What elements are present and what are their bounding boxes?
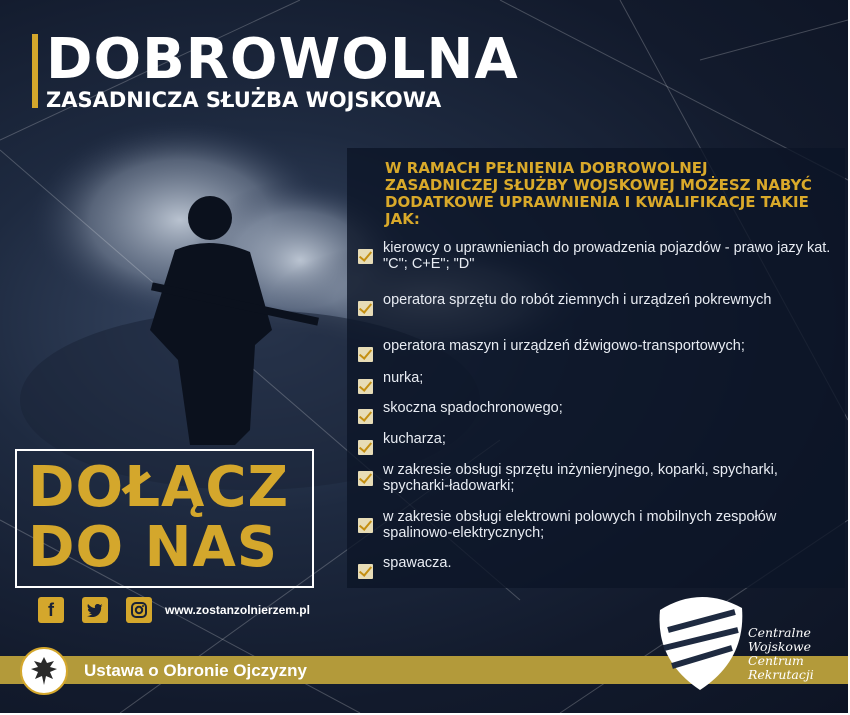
instagram-icon[interactable] — [126, 597, 152, 623]
list-item-text: operatora maszyn i urządzeń dźwigowo-transportowych; — [383, 338, 745, 354]
checkmark-icon — [358, 347, 373, 362]
list-item-text: spawacza. — [383, 555, 452, 571]
list-item — [358, 370, 838, 394]
list-item — [358, 555, 838, 579]
page-subtitle: ZASADNICZA SŁUŻBA WOJSKOWA — [46, 88, 442, 112]
checkmark-icon — [358, 409, 373, 424]
checkmark-icon — [358, 379, 373, 394]
checkmark-icon — [358, 249, 373, 264]
logo-line-4: Rekrutacji — [748, 667, 814, 682]
list-item-text: kucharza; — [383, 431, 446, 447]
panel-heading: W RAMACH PEŁNIENIA DOBROWOLNEJ ZASADNICZEJ SŁUŻBY WOJSKOWEJ MOŻESZ NABYĆ DODATKOWE UPRAWNIENIA I KWALIFIKACJE TAKIE JAK: — [385, 159, 812, 228]
twitter-icon[interactable] — [82, 597, 108, 623]
page-title: DOBROWOLNA — [46, 27, 519, 92]
shield-logo-icon — [650, 590, 750, 695]
eagle-emblem-icon — [20, 647, 68, 695]
list-item-text: nurka; — [383, 370, 424, 386]
logo-line-3: Centrum — [748, 653, 804, 668]
list-item-text: w zakresie obsługi elektrowni polowych i mobilnych zespołów spalinowo-elektrycznych; — [383, 509, 777, 541]
list-item — [358, 292, 838, 316]
list-item-text: operatora sprzętu do robót ziemnych i urządzeń pokrewnych — [383, 292, 772, 308]
join-us-line-1: DOŁĄCZ — [28, 455, 290, 520]
law-label: Ustawa o Obronie Ojczyzny — [84, 661, 307, 680]
checkmark-icon — [358, 518, 373, 533]
list-item — [358, 240, 838, 272]
logo-line-1: Centralne — [748, 625, 811, 640]
list-item — [358, 400, 838, 424]
logo-text — [748, 626, 814, 682]
join-us-headline — [28, 455, 290, 580]
join-us-line-2: DO NAS — [28, 515, 279, 580]
list-item — [358, 509, 838, 541]
list-item-text: w zakresie obsługi sprzętu inżynieryjnego, koparki, spycharki, spycharki-ładowarki; — [383, 462, 778, 494]
website-link[interactable]: www.zostanzolnierzem.pl — [165, 603, 310, 617]
facebook-icon[interactable]: f — [38, 597, 64, 623]
list-item-text: skoczna spadochronowego; — [383, 400, 563, 416]
list-item — [358, 462, 838, 494]
list-item — [358, 431, 838, 455]
logo-line-2: Wojskowe — [748, 639, 812, 654]
checkmark-icon — [358, 471, 373, 486]
list-item — [358, 338, 838, 362]
checkmark-icon — [358, 301, 373, 316]
title-accent-bar — [32, 34, 38, 108]
list-item-text: kierowcy o uprawnieniach do prowadzenia pojazdów - prawo jazy kat. "C"; C+E"; "D" — [383, 240, 831, 272]
checkmark-icon — [358, 440, 373, 455]
checkmark-icon — [358, 564, 373, 579]
